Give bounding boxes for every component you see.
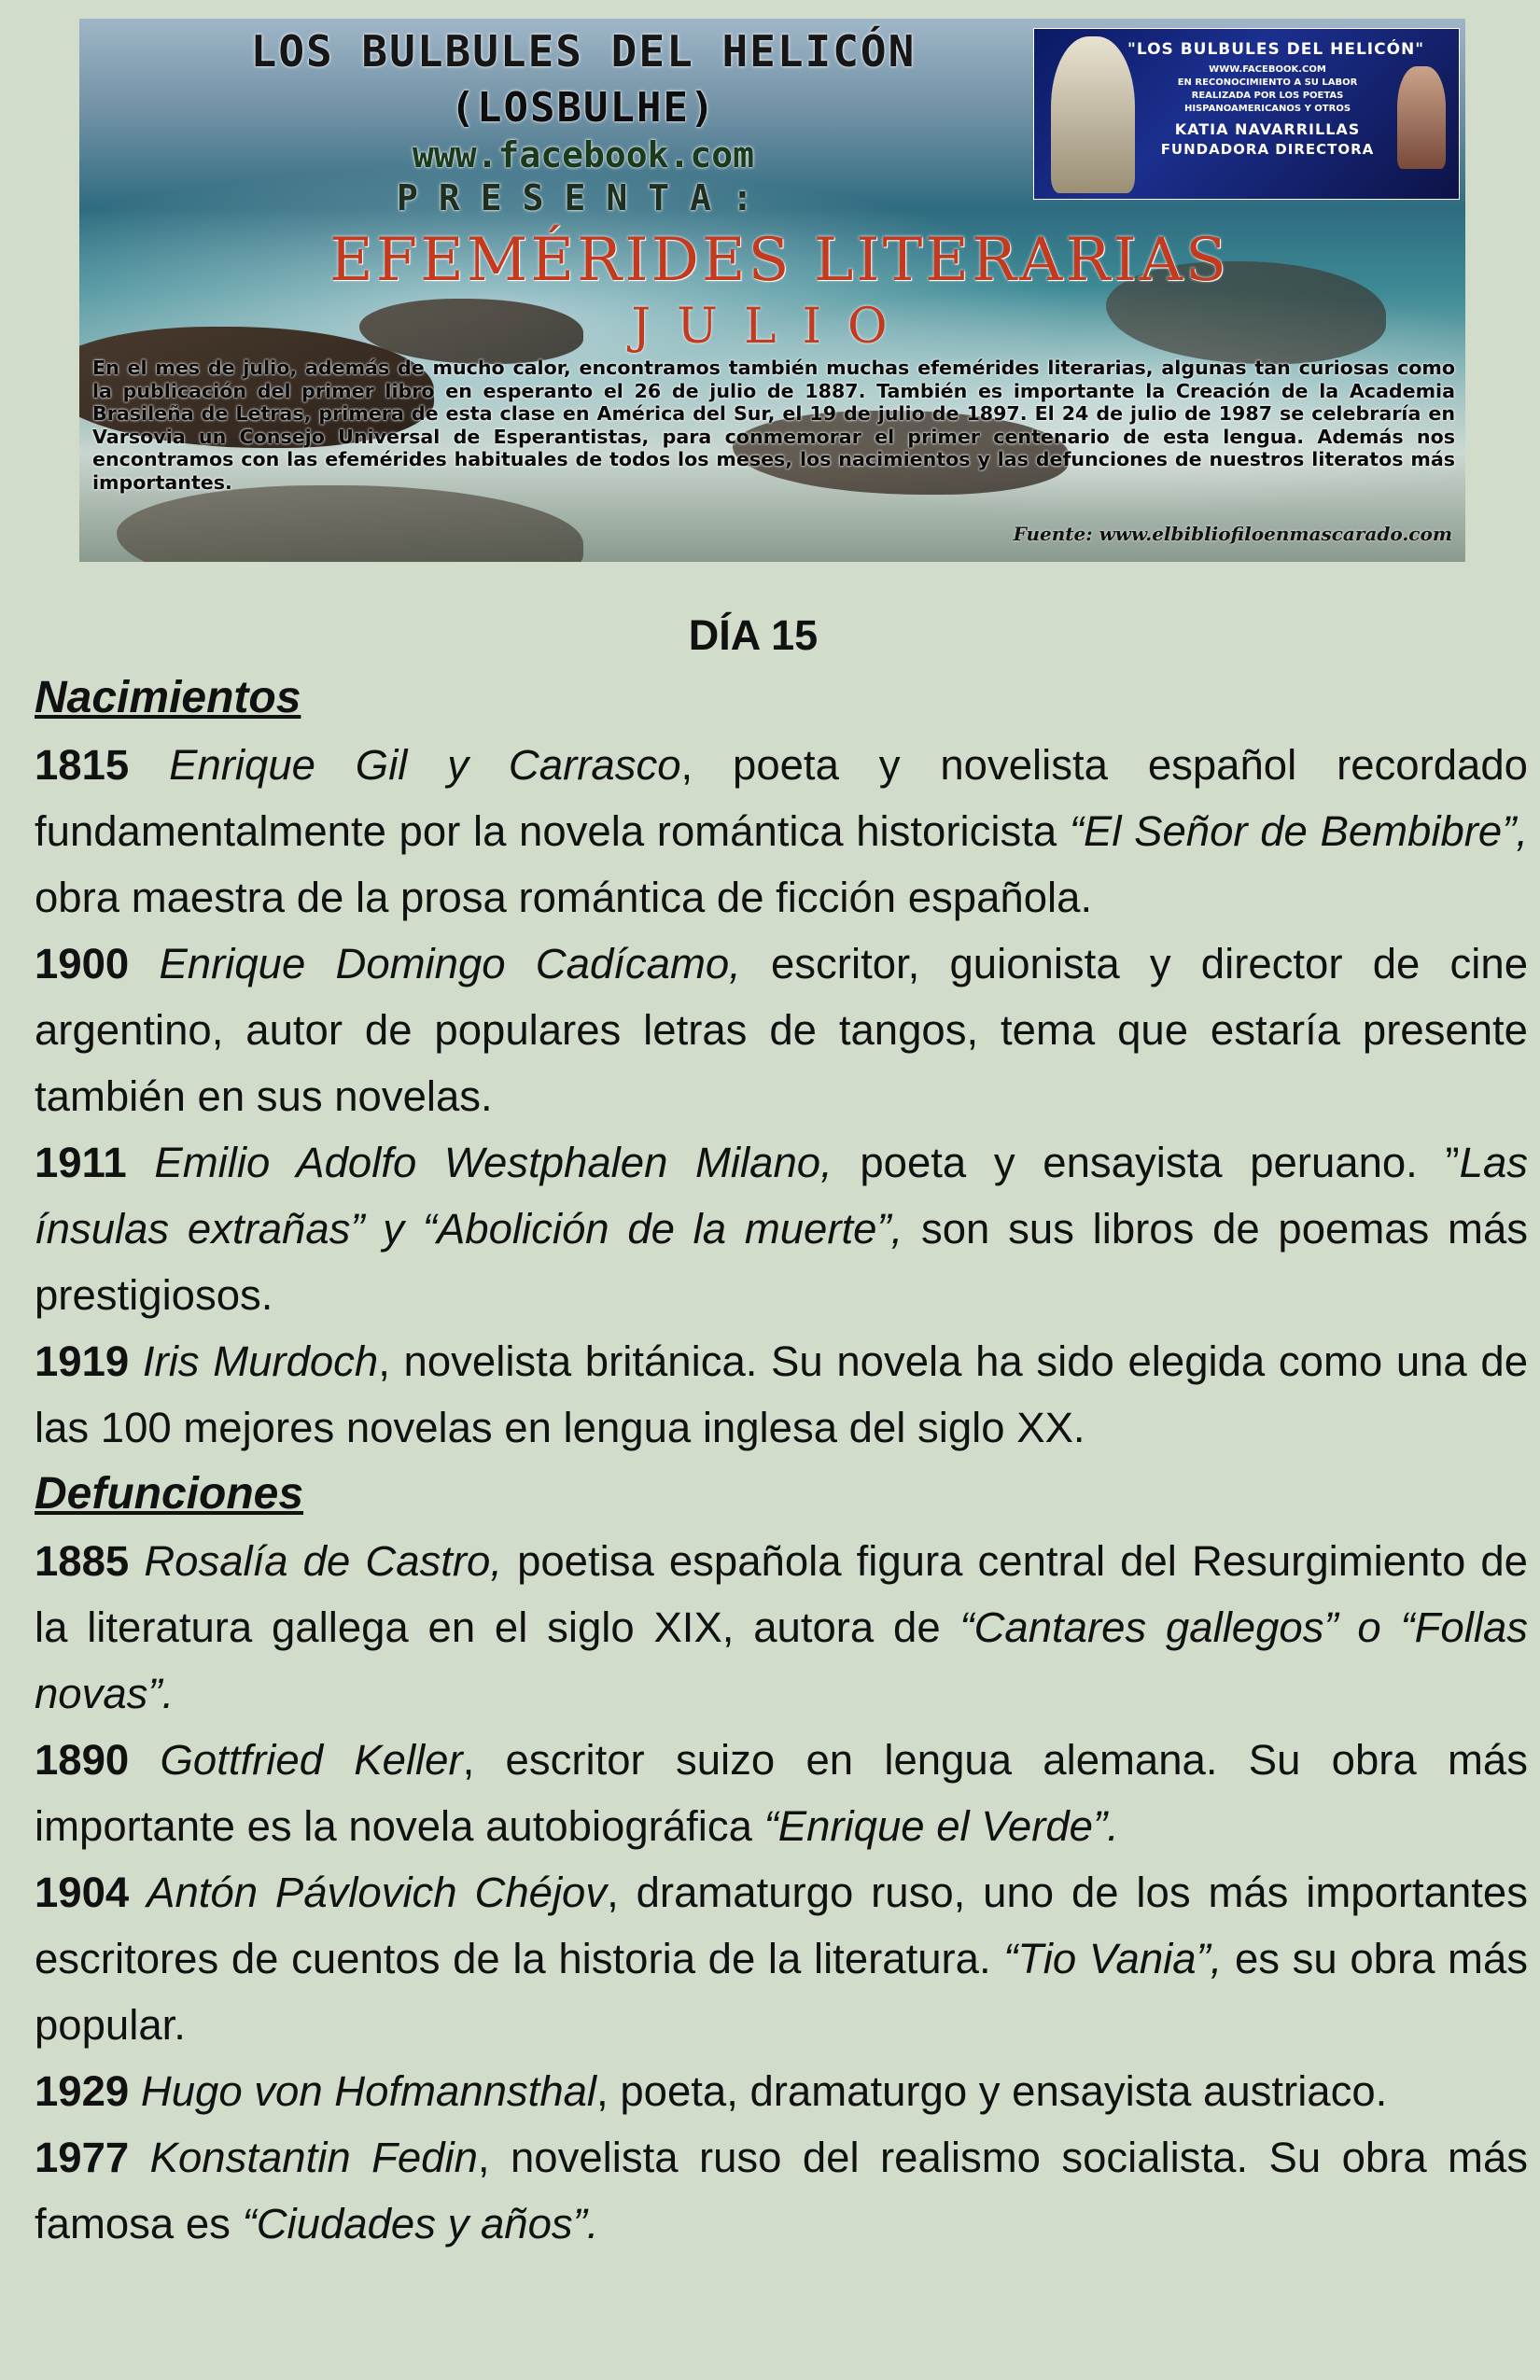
entry-year: 1890 [35,1736,130,1784]
inset-line: WWW.FACEBOOK.COM [1209,64,1326,75]
banner-paragraph: En el mes de julio, además de mucho calor, encontramos también muchas efemérides literarias, algunas tan curiosas como la publicación del primer libro en esperanto el 26 de julio de 1887. También es importante la Creación de la Academia Brasileña de Letras, primera de esta clase en América del Sur, el 19 de julio de 1897. El 24 de julio de 1987 se celebraría en Varsovia un Consejo Universal de Esperantistas, para conmemorar el primer centenario de esta lengua. Además nos encontramos con las efemérides habituales de todos los meses, los nacimientos y las defunciones de nuestros literatos más importantes. [92,357,1455,494]
entry-name: Enrique Domingo Cadícamo, [159,940,741,987]
entry-year: 1919 [35,1337,130,1385]
entry-work: “Ciudades y años”. [242,2200,599,2247]
entry-text: , novelista británica. Su novela ha sido elegida como una de las 100 mejores novelas en lengua inglesa del siglo XX. [35,1337,1528,1451]
list-item [35,732,1528,931]
entry-text: es su obra más popular. [35,1935,1529,2049]
entry-work: “Tio Vania”, [1003,1935,1223,1982]
entry-name: Hugo von Hofmannsthal [140,2067,597,2115]
entry-text: son sus libros de poemas más prestigiosos. [35,1205,1528,1319]
births-heading: Nacimientos [35,673,301,722]
entry-work: “El Señor de Bembibre”, [1069,807,1528,855]
banner-title: EFEMÉRIDES LITERARIAS [329,226,1229,295]
banner-org-name: LOS BULBULES DEL HELICÓN [250,26,917,77]
entry-name: Enrique Gil y Carrasco [169,741,681,789]
inset-name: KATIA NAVARRILLAS [1174,120,1361,138]
statue-figure [1051,36,1135,193]
entry-text: poetisa española figura central del Resurgimiento de la literatura gallega en el siglo XIX, autora de [35,1537,1528,1651]
entry-year: 1911 [35,1139,127,1186]
entry-year: 1977 [35,2134,130,2181]
ephemeris-content [35,609,1528,2257]
list-item [35,1328,1528,1461]
list-item [35,1528,1528,1727]
entry-year: 1815 [35,741,130,789]
entry-name: Rosalía de Castro, [144,1537,502,1585]
entry-text: obra maestra de la prosa romántica de ficción española. [35,874,1093,921]
entry-text: , poeta y novelista español recordado fundamentalmente por la novela romántica historicista [35,741,1528,855]
entry-name: Iris Murdoch [142,1337,379,1385]
list-item [35,1859,1528,2058]
list-item [35,2058,1528,2124]
list-item [35,1129,1528,1328]
banner-site: www.facebook.com [412,134,755,175]
list-item [35,2124,1528,2257]
entry-year: 1885 [35,1537,130,1585]
entry-name: Emilio Adolfo Westphalen Milano, [154,1139,833,1186]
deaths-heading: Defunciones [35,1469,304,1519]
entry-text: escritor, guionista y director de cine argentino, autor de populares letras de tangos, tema que estaría presente también en sus novelas. [35,940,1528,1120]
list-item [35,931,1528,1129]
header-banner [79,19,1465,562]
entry-year: 1929 [35,2067,130,2115]
entry-work: “Enrique el Verde”. [763,1802,1119,1850]
inset-title: "LOS BULBULES DEL HELICÓN" [1127,40,1425,59]
entry-name: Antón Pávlovich Chéjov [147,1869,608,1916]
banner-acronym: (LOSBULHE) [450,84,717,132]
day-title: DÍA 15 [688,611,819,659]
entry-name: Konstantin Fedin [149,2134,478,2181]
banner-presents: PRESENTA: [397,177,774,218]
entry-year: 1904 [35,1869,130,1916]
entry-text: , escritor suizo en lengua alemana. Su obra más importante es la novela autobiográfica [35,1736,1528,1850]
inset-line: REALIZADA POR LOS POETAS [1191,91,1344,101]
entry-work: Las ínsulas extrañas” y “Abolición de la muerte”, [35,1139,1529,1253]
banner-month: JULIO [631,299,914,355]
entry-text: , novelista ruso del realismo socialista. Su obra más famosa es [35,2134,1528,2247]
entry-text: , dramaturgo ruso, uno de los más importantes escritores de cuentos de la historia de la literatura. [35,1869,1528,1982]
inset-picture [1033,28,1460,200]
entry-work: “Cantares gallegos” o “Follas novas”. [35,1603,1529,1717]
rock-decoration [117,485,583,562]
inset-line: HISPANOAMERICANOS Y OTROS [1183,104,1351,114]
entry-text: , poeta, dramaturgo y ensayista austriaco. [596,2067,1388,2115]
list-item [35,1727,1528,1859]
inset-line: EN RECONOCIMIENTO A SU LABOR [1177,77,1358,88]
banner-source: Fuente: www.elbibliofiloenmascarado.com [1013,523,1452,545]
entry-text: poeta y ensayista peruano. ” [832,1139,1460,1186]
inset-role: FUNDADORA DIRECTORA [1160,141,1375,158]
entry-name: Gottfried Keller [160,1736,463,1784]
entry-year: 1900 [35,940,130,987]
